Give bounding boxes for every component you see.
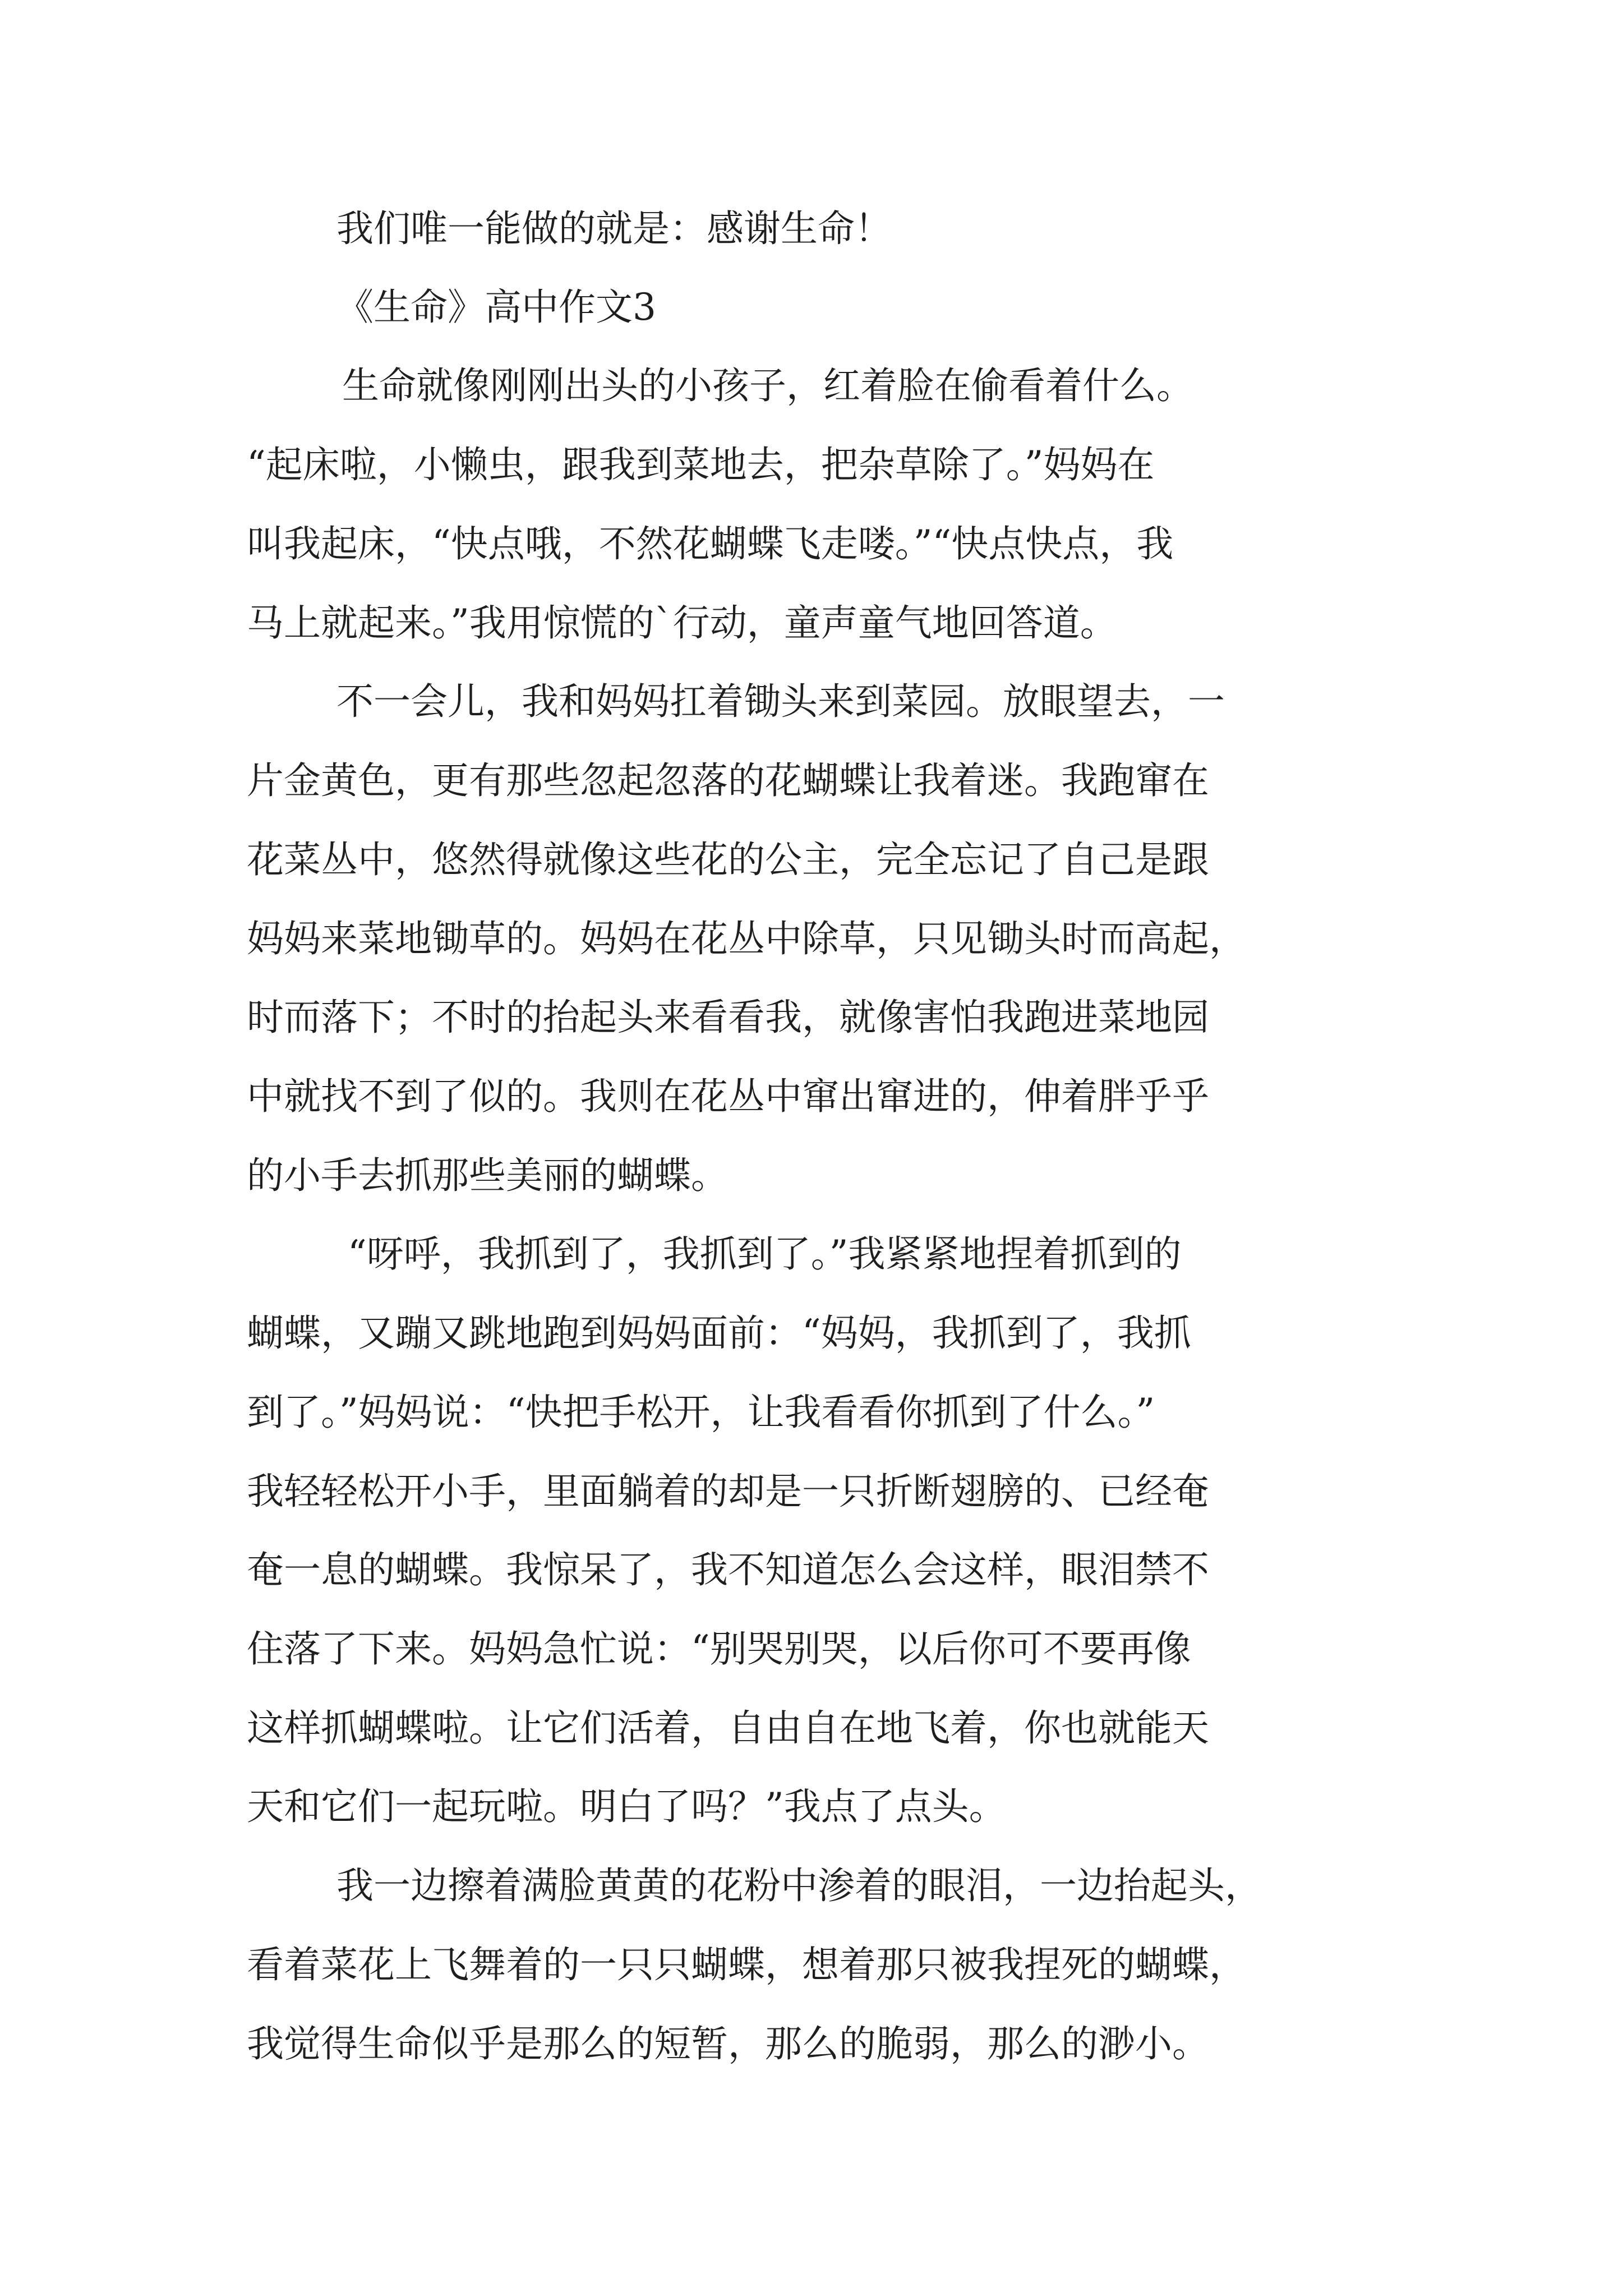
- paragraph-3-line-8: 天和它们一起玩啦。明白了吗？”我点了点头。: [247, 1785, 1006, 1828]
- paragraph-4-line-1: 我一边擦着满脸黄黄的花粉中渗着的眼泪，一边抬起头，: [336, 1864, 1262, 1907]
- paragraph-1-line-4: 马上就起来。”我用惊慌的`行动，童声童气地回答道。: [247, 601, 1117, 645]
- paragraph-1-line-3: 叫我起床，“快点哦，不然花蝴蝶飞走喽。”“快点快点，我: [247, 522, 1174, 565]
- paragraph-3-line-6: 住落了下来。妈妈急忙说：“别哭别哭，以后你可不要再像: [247, 1627, 1191, 1671]
- paragraph-3-line-3: 到了。”妈妈说：“快把手松开，让我看看你抓到了什么。”: [247, 1391, 1155, 1434]
- paragraph-3-line-2: 蝴蝶，又蹦又跳地跑到妈妈面前：“妈妈，我抓到了，我抓: [247, 1312, 1191, 1355]
- essay-title: 《生命》高中作文3: [336, 286, 656, 329]
- paragraph-3-line-4: 我轻轻松开小手，里面躺着的却是一只折断翅膀的、已经奄: [247, 1470, 1209, 1513]
- paragraph-2-line-5: 时而落下；不时的抬起头来看看我，就像害怕我跑进菜地园: [247, 996, 1209, 1039]
- paragraph-3-line-7: 这样抓蝴蝶啦。让它们活着，自由自在地飞着，你也就能天: [247, 1706, 1209, 1750]
- paragraph-4-line-3: 我觉得生命似乎是那么的短暂，那么的脆弱，那么的渺小。: [247, 2022, 1209, 2065]
- paragraph-4-line-2: 看着菜花上飞舞着的一只只蝴蝶，想着那只被我捏死的蝴蝶，: [247, 1943, 1246, 1986]
- paragraph-2-line-6: 中就找不到了似的。我则在花丛中窜出窜进的，伸着胖乎乎: [247, 1075, 1209, 1118]
- paragraph-1-line-1: 生命就像刚刚出头的小孩子，红着脸在偷看着什么。: [342, 364, 1193, 407]
- paragraph-2-line-7: 的小手去抓那些美丽的蝴蝶。: [247, 1154, 728, 1197]
- paragraph-2-line-3: 花菜丛中，悠然得就像这些花的公主，完全忘记了自己是跟: [247, 838, 1209, 881]
- paragraph-2-line-2: 片金黄色，更有那些忽起忽落的花蝴蝶让我着迷。我跑窜在: [247, 759, 1209, 802]
- paragraph-2-line-1: 不一会儿，我和妈妈扛着锄头来到菜园。放眼望去，一: [336, 680, 1225, 723]
- paragraph-3-line-1: “呀呼，我抓到了，我抓到了。”我紧紧地捏着抓到的: [348, 1232, 1182, 1276]
- paragraph-3-line-5: 奄一息的蝴蝶。我惊呆了，我不知道怎么会这样，眼泪禁不: [247, 1548, 1209, 1591]
- paragraph-1-line-2: “起床啦，小懒虫，跟我到菜地去，把杂草除了。”妈妈在: [247, 443, 1155, 486]
- paragraph-2-line-4: 妈妈来菜地锄草的。妈妈在花丛中除草，只见锄头时而高起，: [247, 917, 1246, 960]
- closing-line: 我们唯一能做的就是：感谢生命！: [336, 207, 892, 250]
